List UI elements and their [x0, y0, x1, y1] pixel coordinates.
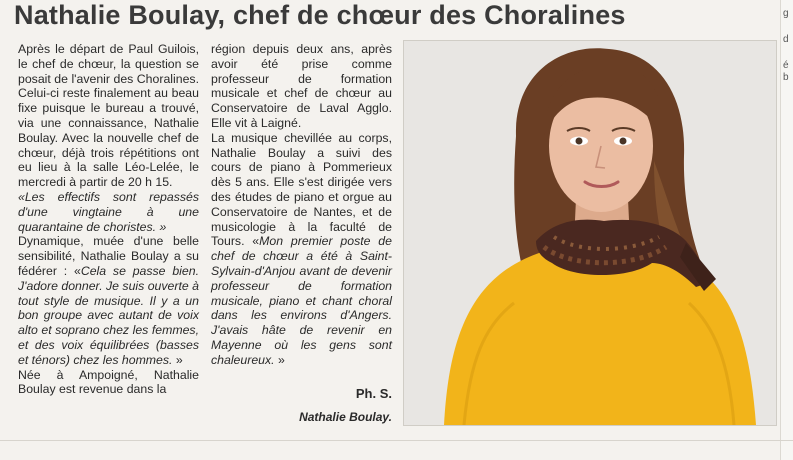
paragraph-dynamique	[18, 234, 199, 367]
bottom-divider	[0, 440, 793, 441]
article-headline: Nathalie Boulay, chef de chœur des Choralines	[14, 0, 626, 30]
paragraph-dynamique-quote: Cela se passe bien. J'adore donner. Je suis ouverte à tout style de musique. Il y a un bon groupe avec autant de voix alto et soprano chez les femmes, et des voix équilibrées (basses et ténors) chez les hommes.	[18, 263, 199, 367]
paragraph-dynamique-close: »	[172, 352, 183, 367]
portrait-illustration	[404, 41, 776, 425]
edge-char-3: é	[783, 60, 789, 71]
adjacent-page-edge	[780, 0, 793, 460]
paragraph-musique-text: La musique chevillée au corps, Nathalie Boulay a suivi des cours de piano à Pommerieux dès 5 ans. Elle s'est dirigée vers des études de piano et orgue au Conservatoire de Nantes, et de musicologie à la faculté de Tours. «	[211, 130, 392, 249]
edge-char-2: d	[783, 34, 789, 45]
paragraph-dynamique-text: Dynamique, muée d'une belle sensibilité, Nathalie Boulay a su fédérer : «	[18, 234, 199, 278]
paragraph-region: région depuis deux ans, après avoir été prise comme professeur de formation musicale et chef de chœur au Conservatoire de Laval Agglo. Elle vit à Laigné.	[211, 42, 392, 130]
edge-char-4: b	[783, 72, 789, 83]
article-column-2	[211, 42, 392, 368]
portrait-photo	[403, 40, 777, 426]
edge-char-1: g	[783, 8, 789, 19]
paragraph-musique-quote: Mon premier poste de chef de chœur a été à Saint-Sylvain-d'Anjou avant de devenir professeur de formation musicale, piano et chant choral dans les environs d'Angers. J'avais hâte de revenir en Mayenne où les gens sont chaleureux.	[211, 234, 392, 367]
article-column-1	[18, 42, 199, 397]
photo-caption: Nathalie Boulay.	[299, 410, 392, 424]
paragraph-nee: Née à Ampoigné, Nathalie Boulay est revenue dans la	[18, 367, 199, 397]
paragraph-musique	[211, 131, 392, 368]
paragraph-intro: Après le départ de Paul Guilois, le chef de chœur, la question se posait de l'avenir des Choralines. Celui-ci reste finalement au beau fixe puisque le bureau a trouvé, via une connaissance, Nathalie Boulay. Avec la nouvelle chef de chœur, déjà trois répétitions ont eu lieu à la salle Léo-Lelée, le mercredi à partir de 20 h 15.	[18, 42, 199, 190]
author-signature: Ph. S.	[355, 386, 392, 401]
paragraph-quote-effectifs: «Les effectifs sont repassés d'une vingtaine à une quarantaine de choristes. »	[18, 189, 199, 234]
paragraph-musique-close: »	[274, 352, 285, 367]
